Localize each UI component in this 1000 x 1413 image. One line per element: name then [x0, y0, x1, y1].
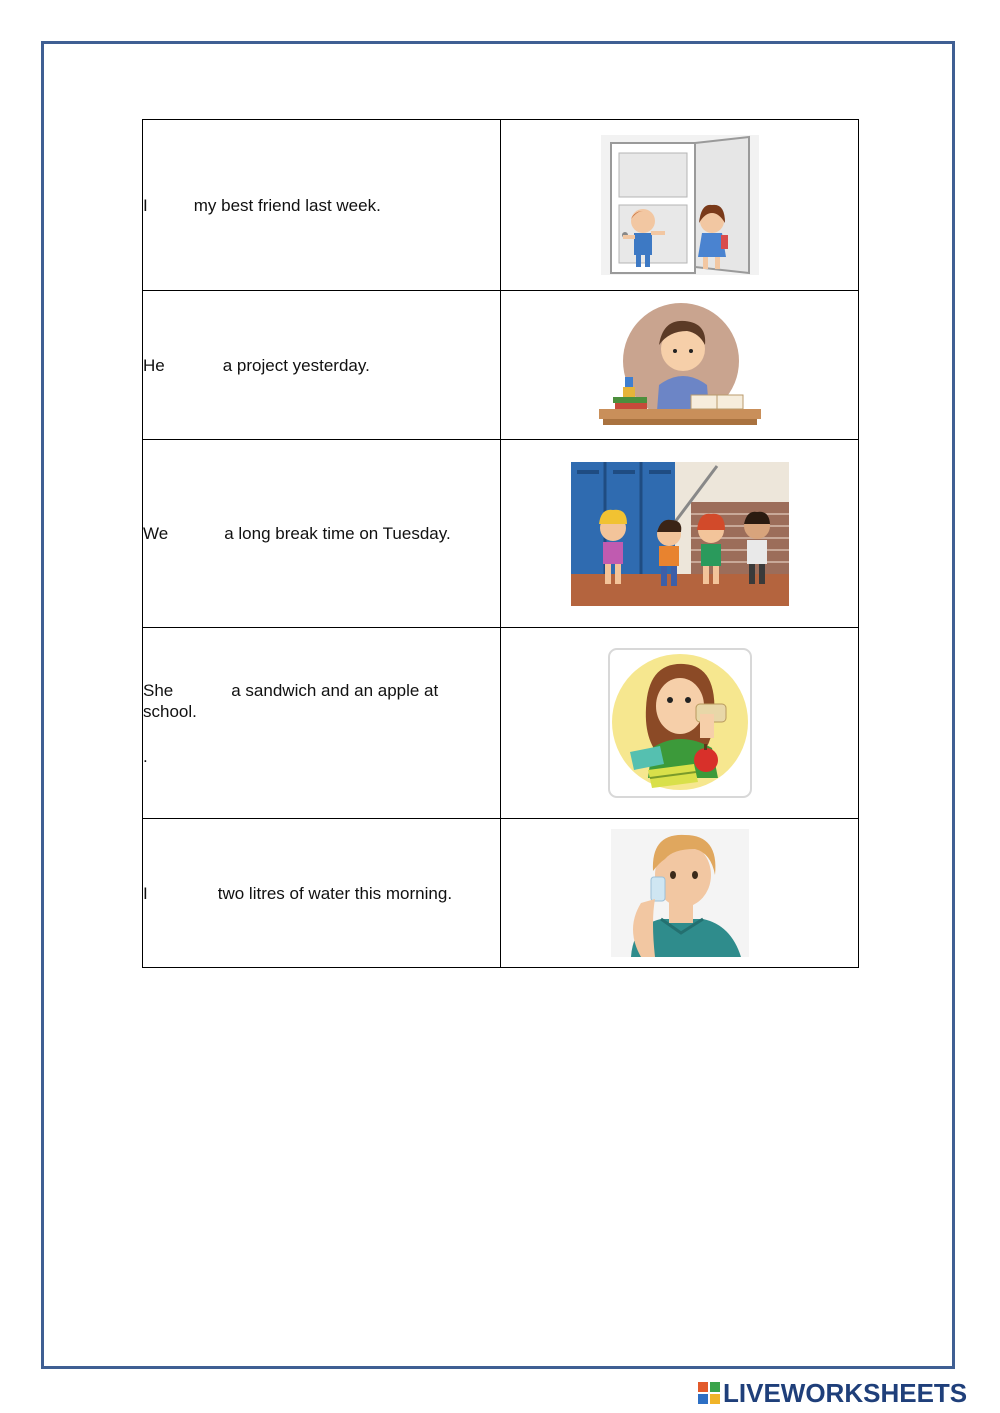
liveworksheets-logo [698, 1382, 720, 1404]
worksheet-table [142, 119, 859, 968]
kids-in-hallway-image [571, 462, 789, 606]
liveworksheets-brand [698, 1377, 968, 1408]
sentence-cell [143, 291, 501, 440]
table-row [143, 291, 859, 440]
picture-cell [501, 291, 859, 440]
picture-cell [501, 819, 859, 968]
sentence-subject: I [143, 883, 148, 903]
sentence-rest-line2: school. [143, 701, 197, 721]
picture-cell [501, 628, 859, 819]
table-row [143, 440, 859, 628]
sentence-rest: a project yesterday. [222, 355, 370, 375]
boy-drinking-image [611, 829, 749, 957]
picture-cell [501, 440, 859, 628]
boy-writing-image [599, 301, 761, 429]
sentence-subject: She [143, 680, 174, 700]
sentence-cell [143, 120, 501, 291]
sentence-subject: He [143, 355, 165, 375]
sentence-subject: I [143, 195, 148, 215]
brand-name: LIVEWORKSHEETS [723, 1377, 968, 1408]
girl-eating-image [608, 648, 752, 798]
sentence-rest: a long break time on Tuesday. [224, 524, 451, 543]
sentence-cell [143, 628, 501, 819]
table-row [143, 819, 859, 968]
table-row [143, 628, 859, 819]
picture-cell [501, 120, 859, 291]
sentence-subject: We [143, 524, 169, 543]
kids-at-door-image [601, 135, 759, 275]
sentence-rest: two litres of water this morning. [217, 883, 453, 903]
sentence-cell [143, 819, 501, 968]
table-row [143, 120, 859, 291]
sentence-rest: a sandwich and an apple at [231, 680, 439, 700]
sentence-rest: my best friend last week. [193, 195, 381, 215]
stray-period: . [143, 746, 148, 766]
sentence-cell [143, 440, 501, 628]
